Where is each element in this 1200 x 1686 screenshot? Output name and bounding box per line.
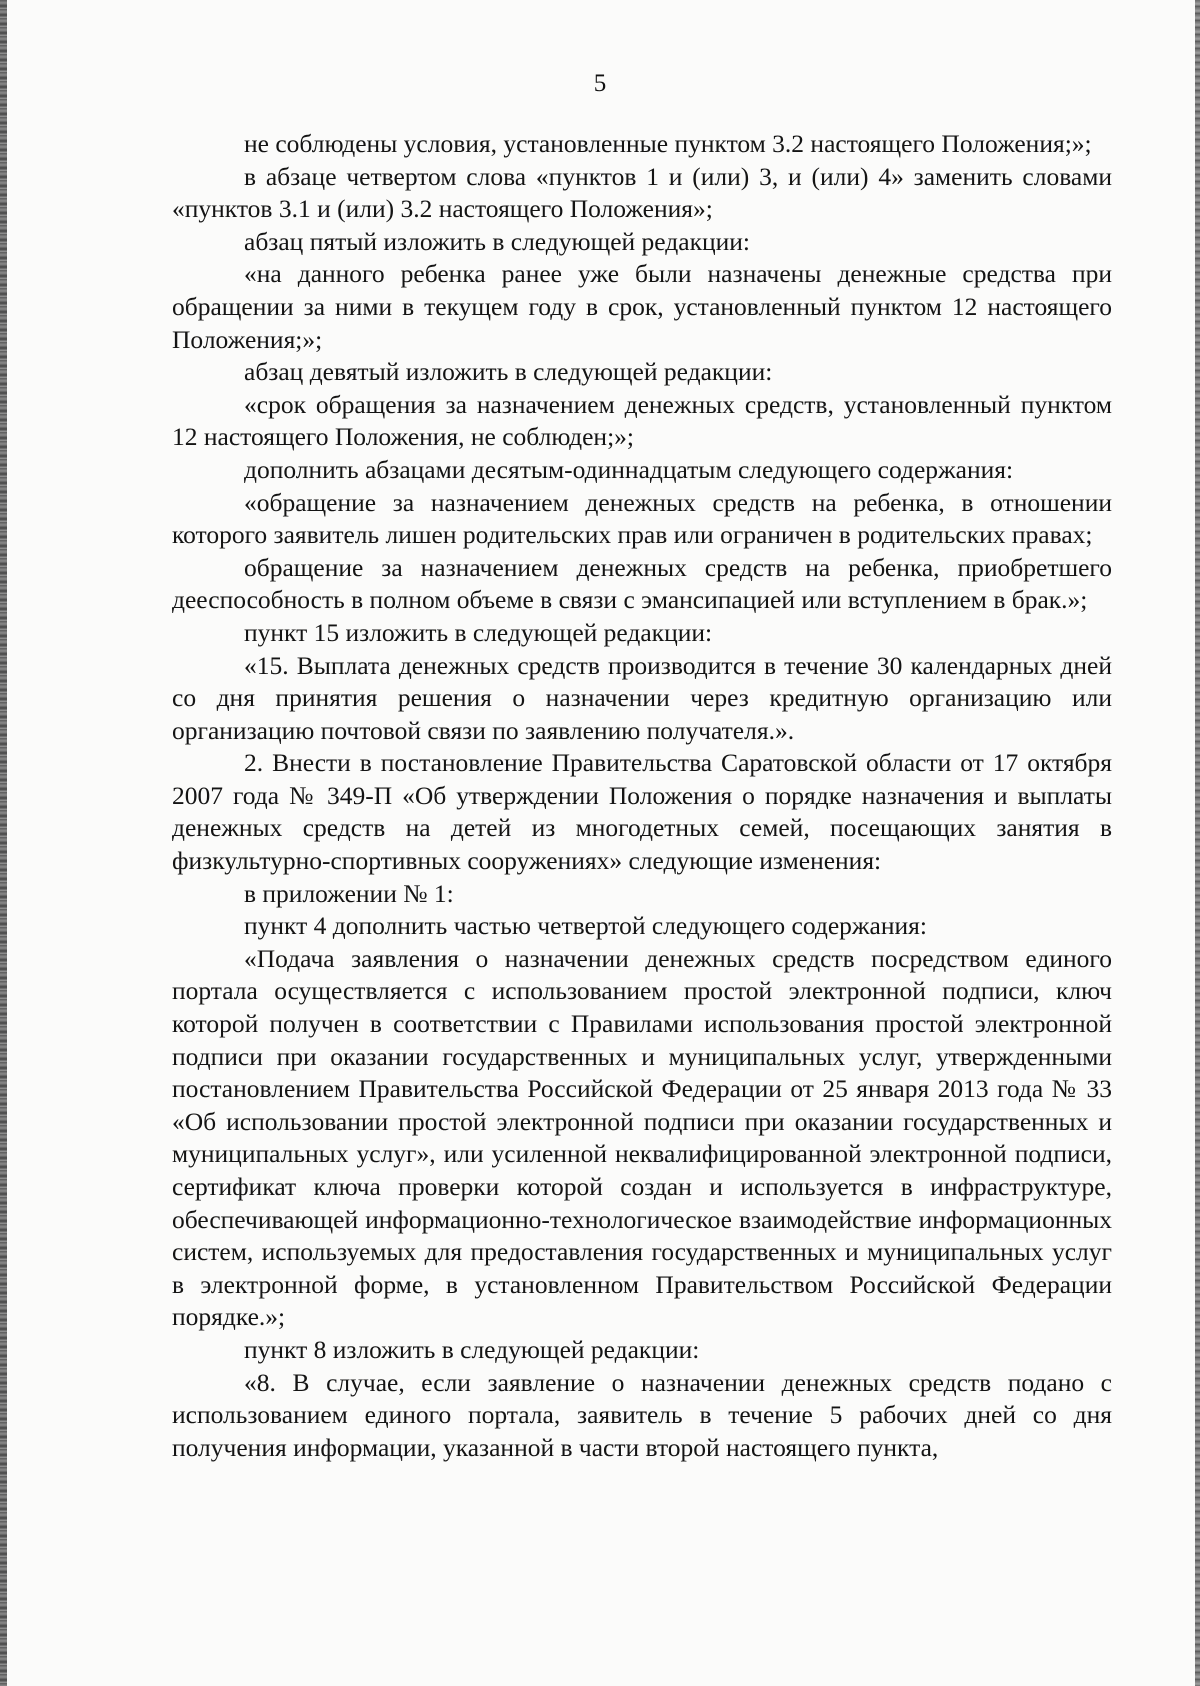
paragraph: обращение за назначением денежных средств на ребенка, приобретшего дееспособность в полном объеме в связи с эмансипацией или вступлением в брак.»; — [172, 552, 1112, 615]
paragraph: абзац пятый изложить в следующей редакции: — [244, 226, 750, 256]
paragraph: пункт 15 изложить в следующей редакции: — [244, 617, 713, 647]
paragraph: «на данного ребенка ранее уже были назначены денежные средства при обращении за ними в текущем году в срок, установленный пунктом 12 настоящего Положения;»; — [172, 259, 1112, 354]
paragraph: «15. Выплата денежных средств производится в течение 30 календарных дней со дня принятия решения о назначении через кредитную организацию или организацию почтовой связи по заявлению получателя.». — [172, 650, 1112, 745]
paragraph: «Подача заявления о назначении денежных средств посредством единого портала осуществляется с использованием простой электронной подписи, ключ которой получен в соответствии с Правилами использования простой электронной подписи при оказании государственных и муниципальных услуг, утвержденными постановлением Правительства Российской Федерации от 25 января 2013 года № 33 «Об использовании простой электронной подписи при оказании государственных и муниципальных услуг», или усиленной неквалифицированной электронной подписи, сертификат ключа проверки которой создан и используется в инфраструктуре, обеспечивающей информационно-технологическое взаимодействие информационных систем, используемых для предоставления государственных и муниципальных услуг в электронной форме, в установленном Правительством Российской Федерации порядке.»; — [172, 943, 1112, 1332]
paragraph: «срок обращения за назначением денежных средств, установленный пунктом 12 настоящего Положения, не соблюден;»; — [172, 389, 1112, 452]
paragraph: пункт 8 изложить в следующей редакции: — [244, 1334, 700, 1364]
paragraph: «обращение за назначением денежных средств на ребенка, в отношении которого заявитель лишен родительских прав или ограничен в родительских правах; — [172, 487, 1112, 550]
page-number: 5 — [593, 70, 607, 97]
paragraph: не соблюдены условия, установленные пунктом 3.2 настоящего Положения;»; — [244, 129, 1092, 158]
document-body — [172, 128, 1112, 1464]
scan-edge-left — [0, 0, 7, 1686]
paragraph: дополнить абзацами десятым-одиннадцатым следующего содержания: — [244, 454, 1014, 484]
scan-edge-right — [1195, 0, 1200, 1686]
paragraph: в абзаце четвертом слова «пунктов 1 и (или) 3, и (или) 4» заменить словами «пунктов 3.1 и (или) 3.2 настоящего Положения»; — [172, 161, 1112, 224]
paragraph: 2. Внести в постановление Правительства Саратовской области от 17 октября 2007 года № 349-П «Об утверждении Положения о порядке назначения и выплаты денежных средств на детей из многодетных семей, посещающих занятия в физкультурно-спортивных сооружениях» следующие изменения: — [172, 748, 1112, 876]
paragraph: пункт 4 дополнить частью четвертой следующего содержания: — [244, 911, 927, 941]
paragraph: «8. В случае, если заявление о назначении денежных средств подано с использованием единого портала, заявитель в течение 5 рабочих дней со дня получения информации, указанной в части второй настоящего пункта, — [172, 1367, 1112, 1462]
paragraph: в приложении № 1: — [244, 878, 454, 908]
paragraph: абзац девятый изложить в следующей редакции: — [244, 357, 773, 387]
